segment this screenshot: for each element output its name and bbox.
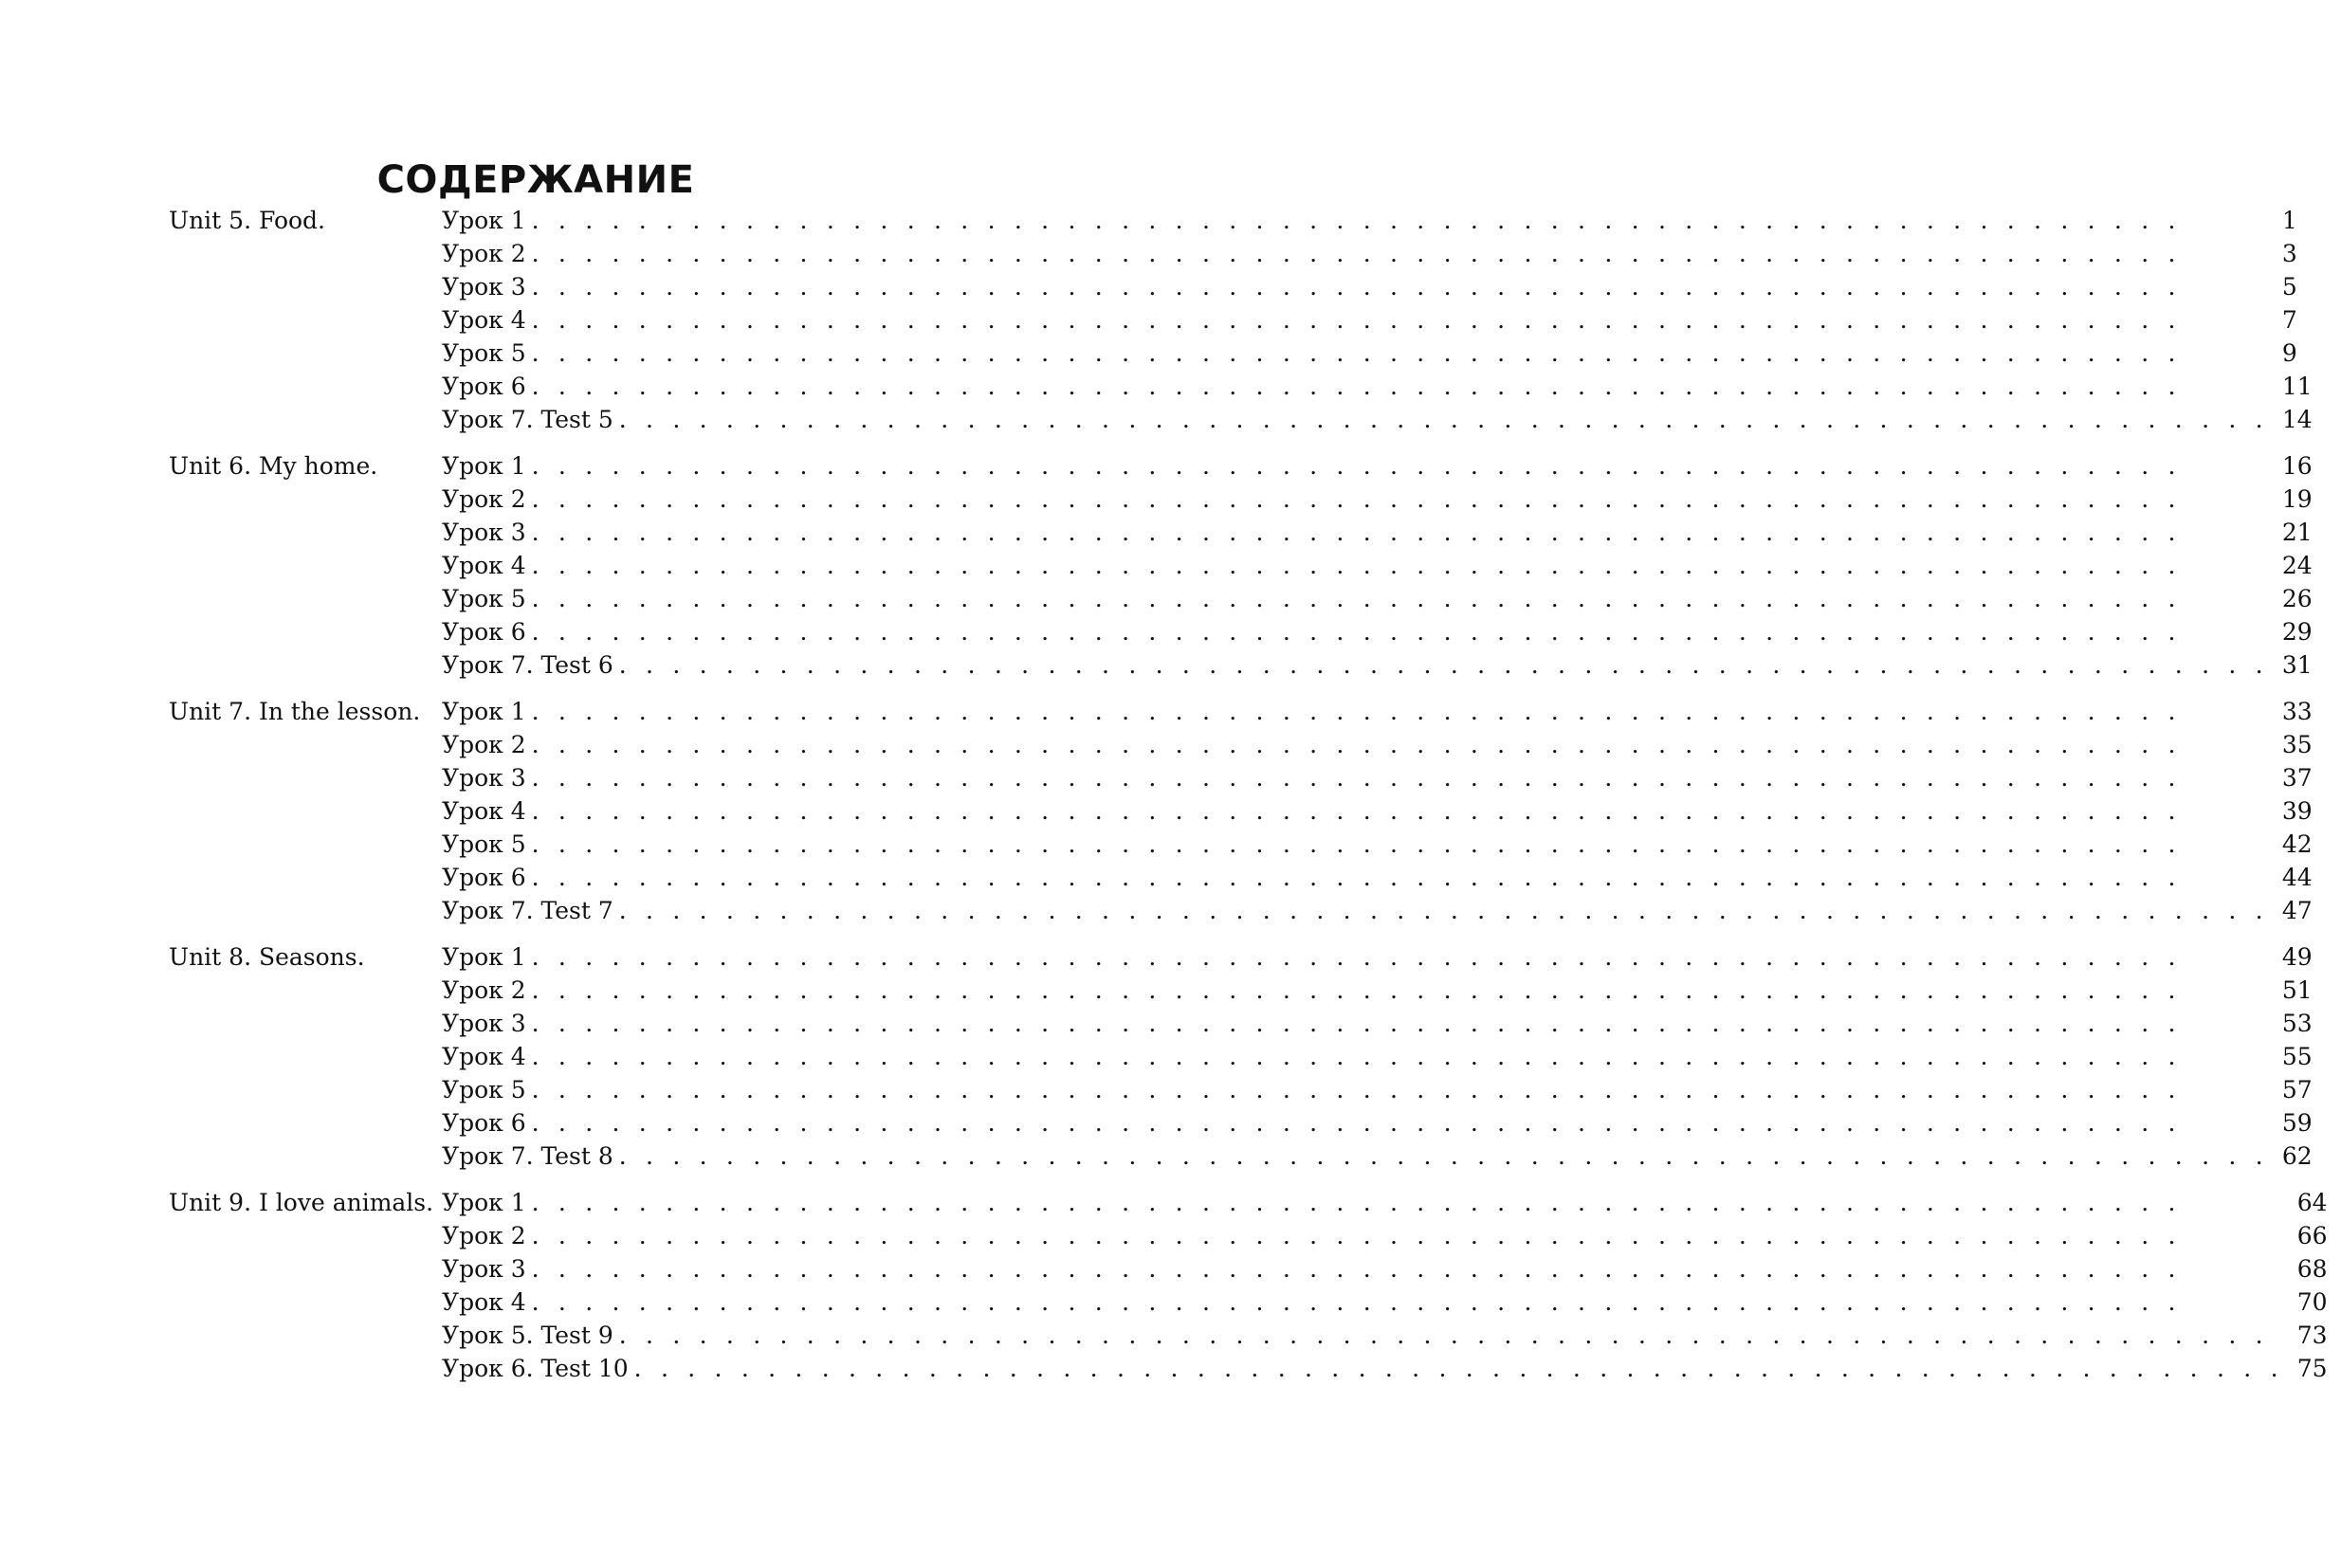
lesson-label: Урок 5 (442, 339, 526, 367)
lesson-label: Урок 1 (442, 698, 526, 725)
toc-lesson-entry (442, 1106, 2326, 1140)
toc-lesson-entry (442, 1352, 2341, 1385)
dot-leader (532, 483, 2269, 516)
toc-lesson-entry (442, 270, 2326, 303)
dot-leader (634, 1352, 2284, 1385)
toc-unit (169, 1186, 2328, 1385)
lesson-label: Урок 7. Test 5 (442, 406, 613, 433)
lesson-label: Урок 3 (442, 273, 526, 301)
dot-leader (619, 894, 2269, 927)
lesson-page-number: 14 (2281, 406, 2313, 433)
toc-lesson-entry (442, 337, 2326, 370)
toc-lesson-entry (442, 1252, 2341, 1285)
dot-leader (532, 449, 2269, 483)
toc-lesson-entry (442, 828, 2326, 861)
lesson-page-number: 39 (2281, 797, 2313, 825)
dot-leader (532, 582, 2269, 615)
lesson-page-number: 53 (2281, 1010, 2313, 1037)
dot-leader (532, 337, 2269, 370)
toc-lesson-entry (442, 582, 2326, 615)
toc-unit (169, 204, 2313, 436)
toc-unit (169, 449, 2313, 682)
dot-leader (532, 370, 2269, 403)
dot-leader (532, 303, 2269, 337)
dot-leader (532, 1007, 2269, 1040)
dot-leader (532, 761, 2269, 794)
toc-lesson-entry (442, 1219, 2341, 1252)
lesson-list (442, 1186, 2341, 1385)
lesson-label: Урок 4 (442, 1288, 526, 1316)
unit-title: Unit 8. Seasons. (169, 943, 365, 971)
lesson-page-number: 44 (2281, 864, 2313, 891)
dot-leader (532, 615, 2269, 648)
dot-leader (532, 861, 2269, 894)
lesson-page-number: 59 (2281, 1109, 2313, 1137)
lesson-label: Урок 6 (442, 618, 526, 646)
toc-lesson-entry (442, 728, 2326, 761)
unit-title: Unit 9. I love animals. (169, 1189, 434, 1216)
lesson-list (442, 695, 2326, 927)
dot-leader (532, 1252, 2284, 1285)
lesson-page-number: 3 (2281, 240, 2297, 267)
lesson-page-number: 21 (2281, 519, 2313, 546)
toc-lesson-entry (442, 449, 2326, 483)
lesson-label: Урок 6 (442, 864, 526, 891)
toc-lesson-entry (442, 237, 2326, 270)
lesson-page-number: 62 (2281, 1142, 2313, 1170)
lesson-page-number: 42 (2281, 830, 2313, 858)
dot-leader (532, 1040, 2269, 1073)
lesson-page-number: 33 (2281, 698, 2313, 725)
dot-leader (532, 974, 2269, 1007)
toc-lesson-entry (442, 648, 2326, 682)
toc-lesson-entry (442, 794, 2326, 828)
lesson-label: Урок 4 (442, 306, 526, 334)
toc-lesson-entry (442, 1007, 2326, 1040)
lesson-label: Урок 5 (442, 830, 526, 858)
lesson-label: Урок 6 (442, 373, 526, 400)
toc-lesson-entry (442, 516, 2326, 549)
lesson-label: Урок 6 (442, 1109, 526, 1137)
lesson-label: Урок 1 (442, 207, 526, 234)
dot-leader (532, 828, 2269, 861)
lesson-label: Урок 2 (442, 1222, 526, 1249)
dot-leader (619, 1140, 2269, 1173)
lesson-label: Урок 2 (442, 240, 526, 267)
lesson-label: Урок 5. Test 9 (442, 1322, 613, 1349)
toc-lesson-entry (442, 861, 2326, 894)
lesson-page-number: 5 (2281, 273, 2297, 301)
toc-lesson-entry (442, 974, 2326, 1007)
toc-lesson-entry (442, 940, 2326, 974)
dot-leader (532, 1106, 2269, 1140)
toc-lesson-entry (442, 894, 2326, 927)
lesson-label: Урок 1 (442, 1189, 526, 1216)
toc-lesson-entry (442, 761, 2326, 794)
dot-leader (532, 270, 2269, 303)
toc-lesson-entry (442, 1319, 2341, 1352)
toc-lesson-entry (442, 1285, 2341, 1319)
lesson-page-number: 66 (2296, 1222, 2328, 1249)
table-of-contents (169, 204, 2328, 1398)
toc-lesson-entry (442, 1073, 2326, 1106)
lesson-label: Урок 7. Test 6 (442, 651, 613, 679)
dot-leader (532, 237, 2269, 270)
lesson-label: Урок 3 (442, 519, 526, 546)
lesson-label: Урок 1 (442, 452, 526, 480)
toc-lesson-entry (442, 303, 2326, 337)
lesson-label: Урок 3 (442, 1010, 526, 1037)
page-title: СОДЕРЖАНИЕ (376, 157, 695, 202)
lesson-label: Урок 6. Test 10 (442, 1355, 629, 1382)
toc-lesson-entry (442, 549, 2326, 582)
lesson-page-number: 31 (2281, 651, 2313, 679)
dot-leader (532, 695, 2269, 728)
lesson-page-number: 51 (2281, 976, 2313, 1004)
lesson-label: Урок 7. Test 7 (442, 897, 613, 924)
lesson-label: Урок 5 (442, 585, 526, 612)
toc-lesson-entry (442, 1140, 2326, 1173)
lesson-label: Урок 4 (442, 552, 526, 579)
lesson-label: Урок 3 (442, 1255, 526, 1283)
toc-lesson-entry (442, 370, 2326, 403)
lesson-label: Урок 1 (442, 943, 526, 971)
lesson-page-number: 47 (2281, 897, 2313, 924)
dot-leader (532, 549, 2269, 582)
dot-leader (532, 728, 2269, 761)
lesson-label: Урок 2 (442, 976, 526, 1004)
lesson-page-number: 7 (2281, 306, 2297, 334)
unit-title: Unit 6. My home. (169, 452, 378, 480)
lesson-page-number: 1 (2281, 207, 2297, 234)
lesson-page-number: 75 (2296, 1355, 2328, 1382)
toc-unit (169, 940, 2313, 1173)
lesson-page-number: 57 (2281, 1076, 2313, 1103)
lesson-label: Урок 5 (442, 1076, 526, 1103)
toc-lesson-entry (442, 1186, 2341, 1219)
toc-lesson-entry (442, 695, 2326, 728)
lesson-page-number: 24 (2281, 552, 2313, 579)
lesson-label: Урок 2 (442, 731, 526, 758)
lesson-page-number: 64 (2296, 1189, 2328, 1216)
lesson-page-number: 16 (2281, 452, 2313, 480)
lesson-page-number: 19 (2281, 485, 2313, 513)
lesson-label: Урок 4 (442, 797, 526, 825)
dot-leader (532, 1285, 2284, 1319)
lesson-page-number: 11 (2281, 373, 2313, 400)
dot-leader (532, 940, 2269, 974)
lesson-page-number: 49 (2281, 943, 2313, 971)
lesson-page-number: 55 (2281, 1043, 2313, 1070)
unit-title: Unit 5. Food. (169, 207, 325, 234)
dot-leader (532, 1073, 2269, 1106)
lesson-list (442, 940, 2326, 1173)
dot-leader (619, 648, 2269, 682)
lesson-label: Урок 2 (442, 485, 526, 513)
lesson-page-number: 29 (2281, 618, 2313, 646)
lesson-page-number: 70 (2296, 1288, 2328, 1316)
lesson-list (442, 449, 2326, 682)
lesson-label: Урок 4 (442, 1043, 526, 1070)
dot-leader (532, 1219, 2284, 1252)
toc-lesson-entry (442, 1040, 2326, 1073)
toc-lesson-entry (442, 403, 2326, 436)
dot-leader (532, 204, 2269, 237)
dot-leader (532, 1186, 2284, 1219)
toc-unit (169, 695, 2313, 927)
dot-leader (532, 516, 2269, 549)
dot-leader (619, 403, 2269, 436)
lesson-page-number: 73 (2296, 1322, 2328, 1349)
lesson-page-number: 26 (2281, 585, 2313, 612)
lesson-page-number: 68 (2296, 1255, 2328, 1283)
lesson-list (442, 204, 2326, 436)
lesson-label: Урок 7. Test 8 (442, 1142, 613, 1170)
unit-title: Unit 7. In the lesson. (169, 698, 421, 725)
dot-leader (532, 794, 2269, 828)
dot-leader (619, 1319, 2284, 1352)
toc-lesson-entry (442, 615, 2326, 648)
toc-lesson-entry (442, 483, 2326, 516)
lesson-page-number: 35 (2281, 731, 2313, 758)
lesson-label: Урок 3 (442, 764, 526, 792)
lesson-page-number: 9 (2281, 339, 2297, 367)
toc-lesson-entry (442, 204, 2326, 237)
lesson-page-number: 37 (2281, 764, 2313, 792)
